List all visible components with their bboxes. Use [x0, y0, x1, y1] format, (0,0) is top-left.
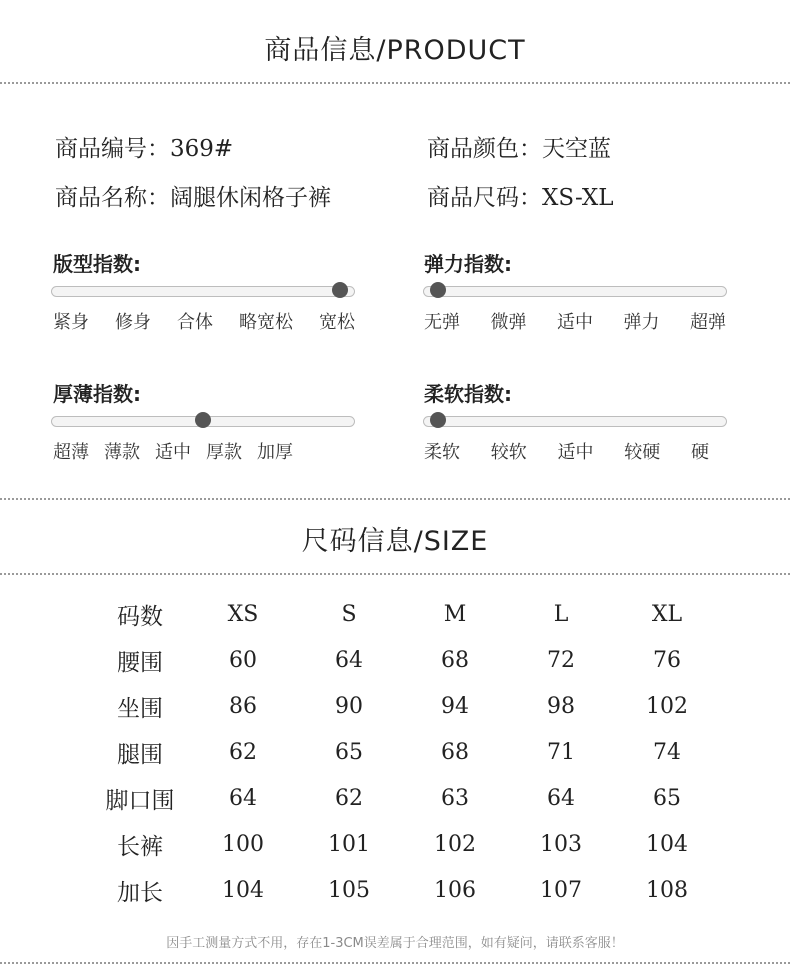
tick-label: 硬: [691, 442, 709, 463]
table-cell: 102: [646, 694, 688, 720]
size-section-title: 尺码信息/SIZE: [301, 526, 489, 557]
tick-label: 加厚: [257, 442, 293, 463]
tick-label: 无弹: [424, 312, 460, 333]
table-cell: 64: [229, 786, 257, 811]
row-label: 脚口围: [105, 788, 175, 814]
table-cell: 108: [646, 877, 688, 903]
table-cell: 64: [547, 786, 575, 811]
table-cell: M: [443, 602, 467, 628]
tick-label: 修身: [115, 312, 151, 333]
tick-label: 适中: [557, 312, 593, 333]
table-cell: 72: [547, 648, 575, 674]
divider: [0, 962, 790, 964]
table-row: [90, 821, 720, 867]
table-cell: 74: [653, 740, 681, 766]
thickness-index-knob: [195, 412, 211, 428]
size-table: [90, 592, 720, 913]
thickness-index-label: 厚薄指数:: [53, 382, 141, 406]
table-cell: S: [341, 602, 357, 628]
table-cell: XS: [227, 602, 259, 628]
tick-label: 超弹: [690, 312, 726, 333]
tick-label: 薄款: [104, 442, 140, 463]
table-cell: 94: [441, 694, 469, 720]
softness-index-ticks: [424, 438, 709, 464]
table-cell: 105: [328, 877, 370, 903]
row-label: 加长: [117, 879, 163, 906]
product-size-range: 商品尺码：XS-XL: [427, 185, 614, 211]
table-row: [90, 776, 720, 822]
elasticity-index-knob: [430, 282, 446, 298]
table-cell: 76: [653, 648, 681, 674]
table-cell: 104: [646, 831, 688, 857]
elasticity-index-label: 弹力指数:: [424, 252, 512, 276]
row-label: 腰围: [117, 650, 163, 677]
table-cell: 60: [229, 648, 257, 674]
row-label: 腿围: [117, 742, 163, 769]
tick-label: 超薄: [53, 442, 89, 463]
divider: [0, 82, 790, 84]
product-section-title: 商品信息/PRODUCT: [264, 35, 526, 66]
table-cell: 104: [222, 877, 264, 903]
tick-label: 紧身: [53, 312, 89, 333]
table-cell: 62: [229, 740, 257, 766]
tick-label: 较硬: [624, 442, 661, 463]
table-cell: 102: [434, 831, 476, 857]
table-cell: 90: [335, 694, 363, 720]
elasticity-index-ticks: [424, 308, 726, 334]
tick-label: 适中: [155, 442, 191, 463]
table-row: [90, 867, 720, 913]
table-cell: 63: [441, 786, 469, 811]
table-cell: 103: [540, 831, 582, 857]
table-cell: 101: [328, 831, 370, 857]
softness-index-label: 柔软指数:: [424, 382, 512, 406]
table-cell: 106: [434, 877, 476, 903]
table-cell: 107: [540, 877, 582, 903]
divider: [0, 573, 790, 575]
tick-label: 略宽松: [239, 312, 293, 333]
product-number: 商品编号：369#: [55, 136, 234, 162]
thickness-index-ticks: [53, 438, 293, 464]
tick-label: 较软: [490, 442, 527, 463]
table-header-row: [90, 592, 720, 638]
fit-index-track: [51, 286, 355, 297]
table-row: [90, 684, 720, 730]
table-cell: 68: [441, 740, 469, 766]
row-label: 坐围: [117, 696, 163, 723]
table-cell: 64: [335, 648, 363, 674]
tick-label: 微弹: [490, 312, 527, 333]
table-cell: 65: [335, 740, 363, 766]
softness-index-track: [423, 416, 727, 427]
table-cell: 98: [547, 694, 575, 720]
tick-label: 宽松: [319, 312, 355, 333]
table-cell: 68: [441, 648, 469, 674]
divider: [0, 498, 790, 500]
row-label: 长裤: [117, 833, 163, 860]
elasticity-index-track: [423, 286, 727, 297]
fit-index-knob: [332, 282, 348, 298]
softness-index-knob: [430, 412, 446, 428]
tick-label: 适中: [557, 442, 594, 463]
product-name: 商品名称：阔腿休闲格子裤: [55, 185, 331, 211]
tick-label: 厚款: [206, 442, 242, 463]
table-row: [90, 730, 720, 776]
table-cell: 100: [222, 831, 264, 857]
row-label: 码数: [117, 604, 163, 631]
measurement-note: 因手工测量方式不用，存在1-3CM误差属于合理范围，如有疑问，请联系客服！: [166, 936, 624, 951]
fit-index-ticks: [53, 308, 355, 334]
product-color: 商品颜色：天空蓝: [427, 136, 611, 162]
fit-index-label: 版型指数:: [53, 252, 141, 276]
table-cell: L: [553, 602, 569, 628]
table-cell: XL: [651, 602, 683, 628]
table-cell: 71: [547, 740, 575, 766]
thickness-index-track: [51, 416, 355, 427]
tick-label: 弹力: [623, 312, 660, 333]
table-cell: 65: [653, 786, 681, 811]
table-cell: 62: [335, 786, 363, 811]
tick-label: 合体: [177, 312, 213, 333]
table-cell: 86: [229, 694, 257, 720]
table-row: [90, 638, 720, 684]
tick-label: 柔软: [424, 442, 460, 463]
